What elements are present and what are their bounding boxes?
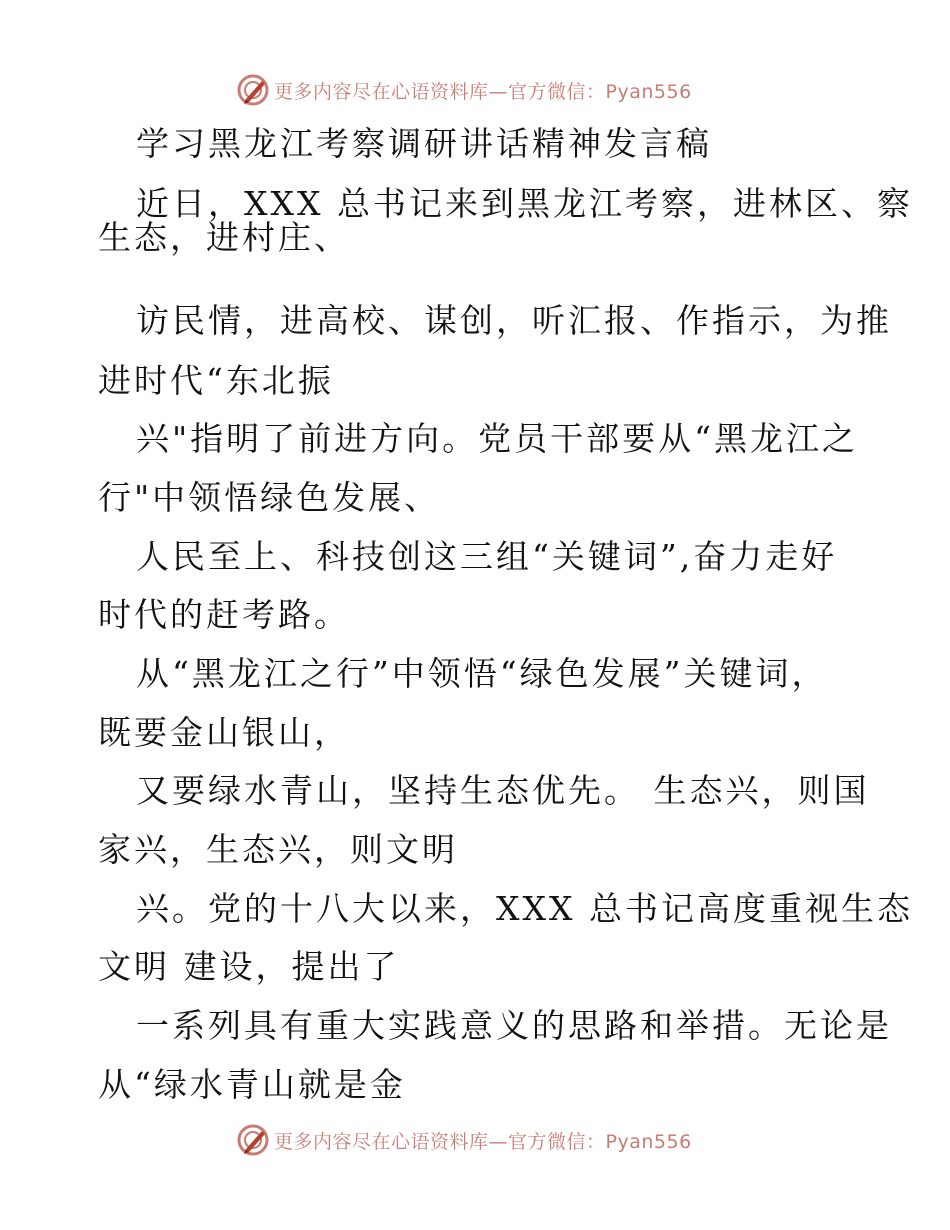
paragraph-line: 从“黑龙江之行”中领悟“绿色发展”关键词， (136, 654, 828, 693)
paragraph-line: 兴"指明了前进方向。党员干部要从“黑龙江之 (136, 419, 859, 458)
paragraph-line: 又要绿水青山，坚持生态优先。 生态兴，则国 (136, 771, 870, 810)
paragraph-line: 家兴，生态兴，则文明 (98, 830, 458, 869)
document-title: 学习黑龙江考察调研讲话精神发言稿 (136, 124, 712, 163)
pen-logo-icon (236, 73, 270, 107)
watermark-text: 更多内容尽在心语资料库—官方微信：Pyan556 (274, 1130, 692, 1153)
paragraph-line: 进时代“东北振 (98, 361, 334, 400)
watermark-text: 更多内容尽在心语资料库—官方微信：Pyan556 (274, 80, 692, 103)
paragraph-line: 一系列具有重大实践意义的思路和举措。无论是 (136, 1006, 892, 1045)
paragraph-line: 生态，进村庄、 (98, 218, 350, 257)
paragraph-line: 访民情，进高校、谋创，听汇报、作指示，为推 (136, 301, 892, 340)
paragraph-line: 时代的赶考路。 (98, 595, 350, 634)
paragraph-line: 人民至上、科技创这三组“关键词”,奋力走好 (136, 537, 838, 576)
paragraph-line: 近日，XXX 总书记来到黑龙江考察，进林区、察 (136, 184, 913, 223)
pen-logo-icon (236, 1123, 270, 1157)
footer-watermark (236, 1123, 692, 1157)
header-watermark (236, 73, 692, 107)
paragraph-line: 既要金山银山， (98, 713, 350, 752)
paragraph-line: 从“绿水青山就是金 (98, 1065, 406, 1104)
paragraph-line: 行"中领悟绿色发展、 (98, 478, 441, 517)
paragraph-line: 文明 建设，提出了 (98, 947, 400, 986)
paragraph-line: 兴。党的十八大以来，XXX 总书记高度重视生态 (136, 889, 913, 928)
